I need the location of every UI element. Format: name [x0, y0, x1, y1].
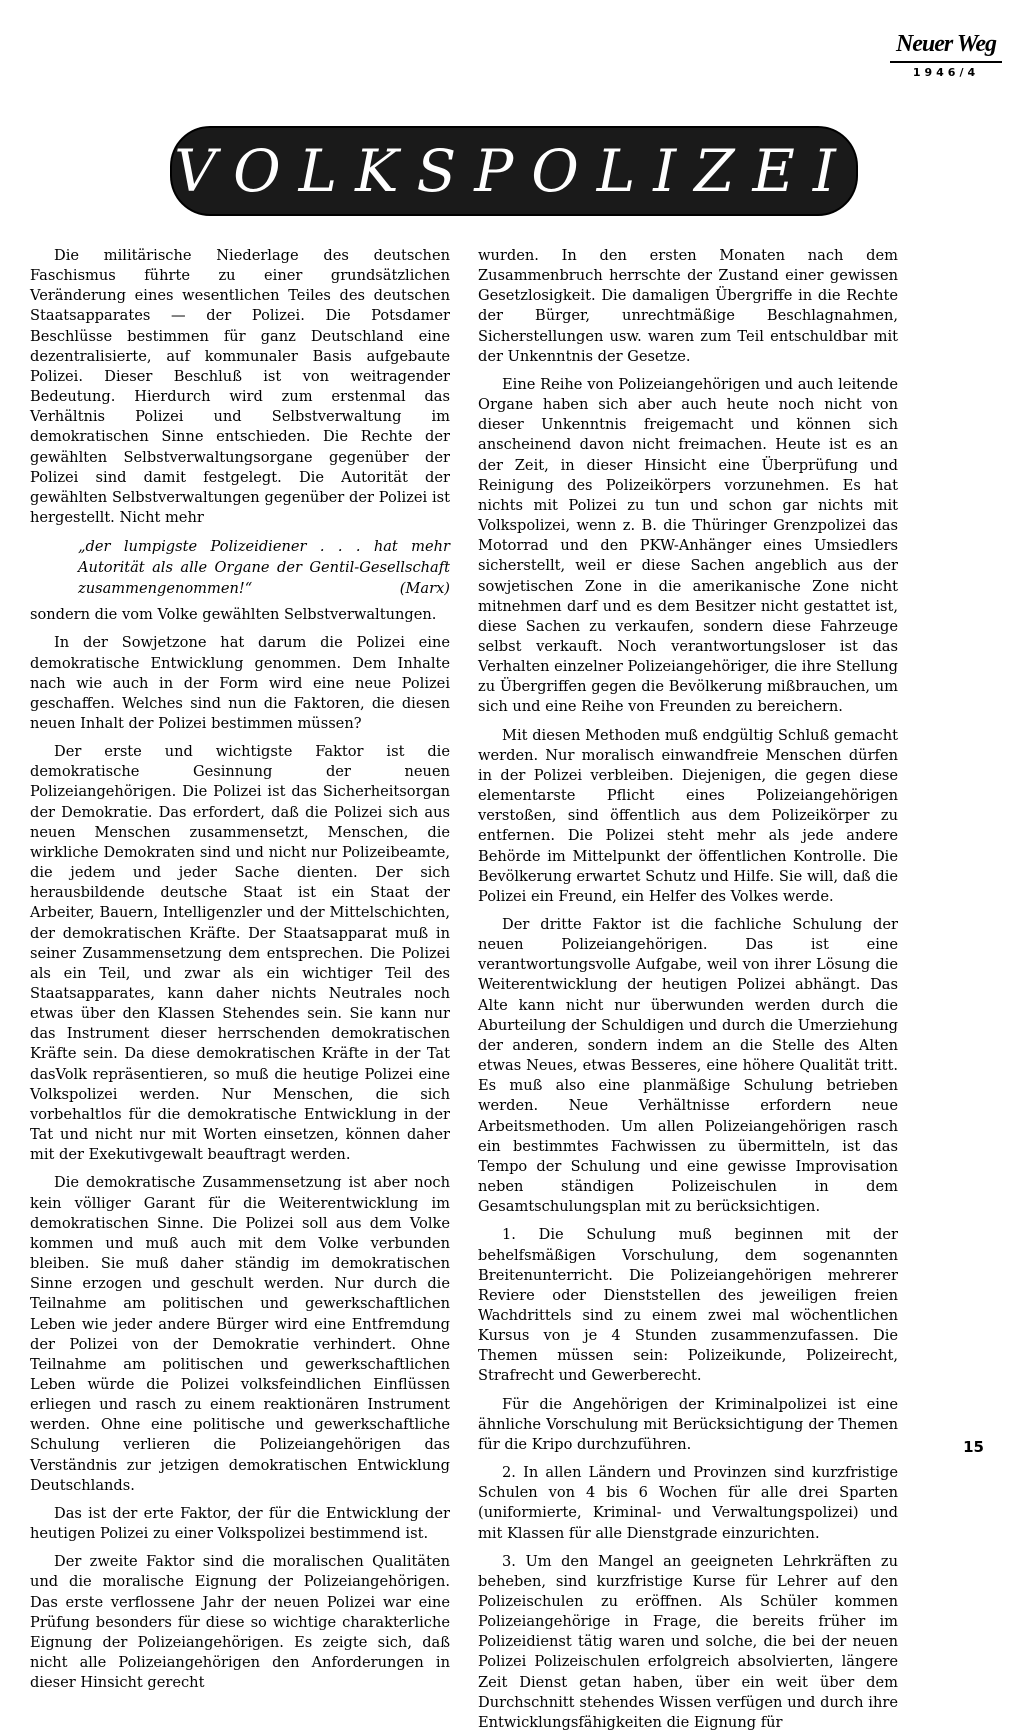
paragraph: Die demokratische Zusammensetzung ist aber noch kein völliger Garant für die Weiterentwicklung im demokratischen Sinne. Die Polizei soll aus dem Volke kommen und muß auch mit dem Volke verbunden bleiben. Sie muß daher ständig im demokratischen Sinne erzogen und geschult werden. Nur durch die Teilnahme am politischen und gewerkschaftlichen Leben wie jeder andere Bürger wird eine Entfremdung der Polizei von der Demokratie verhindert. Ohne Teilnahme am politischen und gewerkschaftlichen Leben würde die Polizei volksfeindlichen Einflüssen erliegen und rasch zu einem reaktionären Instrument werden. Ohne eine politische und gewerkschaftliche Schulung verlieren die Polizeiangehörigen das Verständnis zur jetzigen demokratischen Entwicklung Deutschlands.	[30, 1174, 450, 1494]
masthead-issue: 1946/4	[912, 66, 980, 79]
marx-quote	[78, 536, 450, 599]
paragraph: Die militärische Niederlage des deutschen Faschismus führte zu einer grundsätzlichen Veränderung eines wesentlichen Teiles des deutschen Staatsapparates — der Polizei. Die Potsdamer Beschlüsse bestimmen für ganz Deutschland eine dezentralisierte, auf kommunaler Basis aufgebaute Polizei. Dieser Beschluß ist von weitragender Bedeutung. Hierdurch wird zum erstenmal das Verhältnis Polizei und Selbstverwaltung im demokratischen Sinne entschieden. Die Rechte der gewählten Selbstverwaltungsorgane gegenüber der Polizei sind damit festgelegt. Die Autorität der gewählten Selbstverwaltungen gegenüber der Polizei ist hergestellt. Nicht mehr	[30, 247, 450, 527]
paragraph: Der erste und wichtigste Faktor ist die demokratische Gesinnung der neuen Polizeiangehörigen. Die Polizei ist das Sicherheitsorgan der Demokratie. Das erfordert, daß die Polizei sich aus neuen Menschen zusammensetzt, Menschen, die wirkliche Demokraten sind und nicht nur Polizeibeamte, die jedem und jeder Sache dienten. Der sich herausbildende deutsche Staat ist ein Staat der Arbeiter, Bauern, Intelligenzler und der Mittelschichten, der demokratischen Kräfte. Der Staatsapparat muß in seiner Zusammensetzung dem entsprechen. Die Polizei als ein Teil, und zwar als ein wichtiger Teil des Staatsapparates, kann daher nichts Neutrales noch etwas über den Klassen Stehendes sein. Sie kann nur das Instrument dieser herrschenden demokratischen Kräfte sein. Da diese demokratischen Kräfte in der Tat dasVolk repräsentieren, so muß die heutige Polizei eine Volkspolizei werden. Nur Menschen, die sich vorbehaltlos für die demokratische Entwicklung in der Tat und nicht nur mit Worten einsetzen, können daher mit der Exekutivgewalt beauftragt werden.	[30, 743, 450, 1164]
paragraph: wurden. In den ersten Monaten nach dem Zusammenbruch herrschte der Zustand einer gewissen Gesetzlosigkeit. Die damaligen Übergriffe in die Rechte der Bürger, unrechtmäßige Beschlagnahmen, Sicherstellungen usw. waren zum Teil entschuldbar mit der Unkenntnis der Gesetze.	[478, 247, 898, 365]
right-column	[478, 246, 898, 1731]
masthead-title: Neuer Weg	[890, 30, 1002, 63]
paragraph: Für die Angehörigen der Kriminalpolizei ist eine ähnliche Vorschulung mit Berücksichtigung der Themen für die Kripo durchzuführen.	[478, 1395, 898, 1453]
paragraph: sondern die vom Volke gewählten Selbstverwaltungen.	[30, 606, 437, 624]
masthead	[890, 30, 1002, 79]
paragraph: Der dritte Faktor ist die fachliche Schulung der neuen Polizeiangehörigen. Das ist eine verantwortungsvolle Aufgabe, weil von ihrer Lösung die Weiterentwicklung der heutigen Polizei abhängt. Das Alte kann nicht nur überwunden werden durch die Aburteilung der Schuldigen und durch die Umerziehung der anderen, sondern indem an die Stelle des Alten etwas Neues, etwas Besseres, eine höhere Qualität tritt. Es muß also eine planmäßige Schulung betrieben werden. Neue Verhältnisse erfordern neue Arbeitsmethoden. Um allen Polizeiangehörigen rasch ein bestimmtes Fachwissen zu übermitteln, ist das Tempo der Schulung und eine gewisse Improvisation neben ständigen Polizeischulen in dem Gesamtschulungsplan mit zu berücksichtigen.	[478, 916, 898, 1216]
quote-source: (Marx)	[399, 580, 450, 598]
title-banner	[172, 128, 856, 214]
paragraph: In der Sowjetzone hat darum die Polizei eine demokratische Entwicklung genommen. Dem Inhalte nach wie auch in der Form wird eine neue Polizei geschaffen. Welches sind nun die Faktoren, die diesen neuen Inhalt der Polizei bestimmen müssen?	[30, 634, 450, 732]
left-column	[30, 246, 450, 1692]
paragraph: 3. Um den Mangel an geeigneten Lehrkräften zu beheben, sind kurzfristige Kurse für Lehrer auf den Polizeischulen zu eröffnen. Als Schüler kommen Polizeiangehörige in Frage, die bereits früher im Polizeidienst tätig waren und solche, die bei der neuen Polizei Polizeischulen erfolgreich absolvierten, längere Zeit Dienst getan haben, über ein weit über dem Durchschnitt stehendes Wissen verfügen und durch ihre Entwicklungsfähigkeiten die Eignung für	[478, 1552, 898, 1731]
paragraph: Das ist der erte Faktor, der für die Entwicklung der heutigen Polizei zu einer Volkspolizei bestimmend ist.	[30, 1504, 450, 1543]
paragraph: Eine Reihe von Polizeiangehörigen und auch leitende Organe haben sich aber auch heute noch nicht von dieser Unkenntnis freigemacht und können sich anscheinend davon nicht freimachen. Heute ist es an der Zeit, in dieser Hinsicht eine Überprüfung und Reinigung des Polizeikörpers vorzunehmen. Es hat nichts mit Polizei zu tun und schon gar nichts mit Volkspolizei, wenn z. B. die Thüringer Grenzpolizei das Motorrad und den PKW-Anhänger eines Umsiedlers sicherstellt, weil er diese Sachen angeblich aus der sowjetischen Zone in die amerikanische Zone nicht mitnehmen darf und es dem Besitzer nicht gestattet ist, diese Sachen zu verkaufen, sondern diese Fahrzeuge selbst verkauft. Noch verantwortungsloser ist das Verhalten einzelner Polizeiangehöriger, die ihre Stellung zu Übergriffen gegen die Bevölkerung mißbrauchen, um sich und eine Reihe von Freunden zu bereichern.	[478, 375, 898, 716]
paragraph: Der zweite Faktor sind die moralischen Qualitäten und die moralische Eignung der Polizeiangehörigen. Das erste verflossene Jahr der neuen Polizei war eine Prüfung besonders für diese so wichtige charakterliche Eignung der Polizeiangehörigen. Es zeigte sich, daß nicht alle Polizeiangehörigen den Anforderungen in dieser Hinsicht gerecht	[30, 1553, 450, 1692]
quote-text: „der lumpigste Polizeidiener . . . hat mehr Autorität als alle Organe der Gentil-Gesellschaft zusammengenommen!“	[78, 538, 450, 598]
paragraph: Mit diesen Methoden muß endgültig Schluß gemacht werden. Nur moralisch einwandfreie Menschen dürfen in der Polizei verbleiben. Diejenigen, die gegen diese elementarste Pflicht eines Polizeiangehörigen verstoßen, sind öffentlich aus dem Polizeikörper zu entfernen. Die Polizei steht mehr als jede andere Behörde im Mittelpunkt der öffentlichen Kontrolle. Die Bevölkerung erwartet Schutz und Hilfe. Sie will, daß die Polizei ein Freund, ein Helfer des Volkes werde.	[478, 726, 898, 905]
article-title: VOLKSPOLIZEI	[174, 137, 854, 205]
page-number: 15	[963, 1438, 984, 1456]
paragraph: 2. In allen Ländern und Provinzen sind kurzfristige Schulen von 4 bis 6 Wochen für alle drei Sparten (uniformierte, Kriminal- und Verwaltungspolizei) und mit Klassen für alle Dienstgrade einzurichten.	[478, 1464, 898, 1542]
paragraph: 1. Die Schulung muß beginnen mit der behelfsmäßigen Vorschulung, dem sogenannten Breitenunterricht. Die Polizeiangehörigen mehrerer Reviere oder Dienststellen des jeweiligen freien Wachdrittels sind zu einem zwei mal wöchentlichen Kursus von je 4 Stunden zusammenzufassen. Die Themen müssen sein: Polizeikunde, Polizeirecht, Strafrecht und Gewerberecht.	[478, 1226, 898, 1385]
